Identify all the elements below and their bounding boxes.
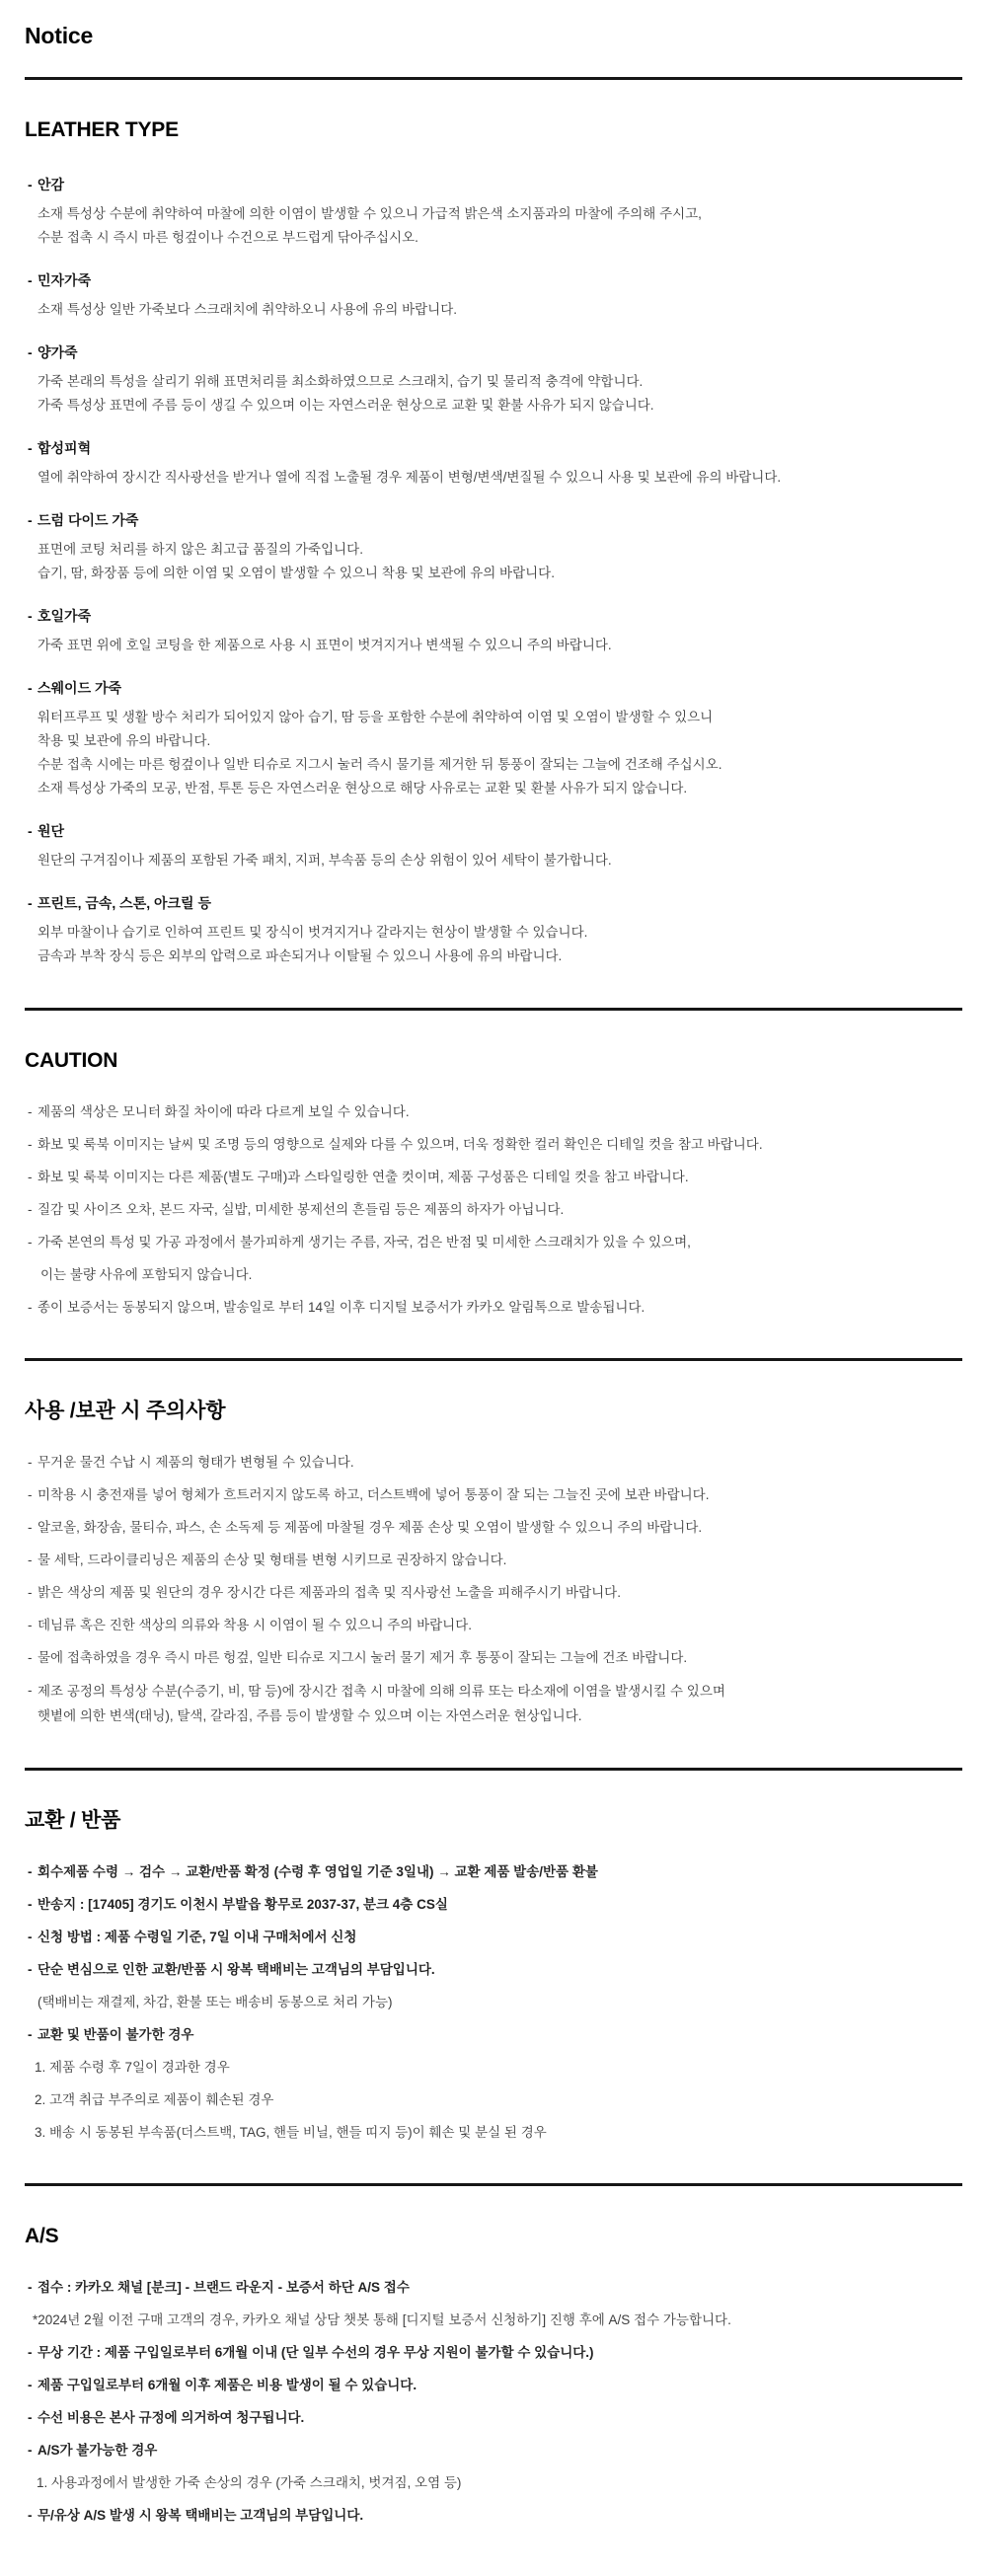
leather-type-heading: LEATHER TYPE	[25, 118, 179, 141]
as-digital-warranty-note: *2024년 2월 이전 구매 고객의 경우, 카카오 채널 상담 챗봇 통해 [디지털 보증서 신청하기] 진행 후에 A/S 접수 가능합니다.	[33, 2312, 731, 2327]
leather-item-desc-line: 착용 및 보관에 유의 바랍니다.	[38, 733, 211, 748]
usage-text: 무거운 물건 수납 시 제품의 형태가 변형될 수 있습니다.	[38, 1455, 354, 1470]
caution-text: 화보 및 룩북 이미지는 다른 제품(별도 구매)과 스타일링한 연출 컷이며, 제품 구성품은 디테일 컷을 참고 바랍니다.	[38, 1170, 689, 1184]
usage-list	[25, 1451, 962, 1728]
leather-item-title: 호일가죽	[38, 608, 92, 624]
as-item	[25, 2341, 962, 2364]
as-list	[25, 2276, 962, 2527]
bullet-dash: -	[28, 2378, 33, 2392]
no-exchange-case: 3. 배송 시 동봉된 부속품(더스트백, TAG, 핸들 비닐, 핸들 띠지 등)이 훼손 및 분실 된 경우	[35, 2125, 547, 2140]
divider	[25, 1358, 962, 1361]
caution-text: 화보 및 룩북 이미지는 날씨 및 조명 등의 영향으로 실제와 다를 수 있으며, 더욱 정확한 컬러 확인은 디테일 컷을 참고 바랍니다.	[38, 1137, 763, 1152]
leather-item-desc-line: 수분 접촉 시에는 마른 헝겊이나 일반 티슈로 지그시 눌러 즉시 물기를 제거한 뒤 통풍이 잘되는 그늘에 건조해 주십시오.	[38, 757, 722, 772]
section-exchange-return	[25, 1808, 962, 2144]
section-after-service	[25, 2224, 962, 2527]
divider	[25, 1768, 962, 1771]
as-shipping-fee-text: 무/유상 A/S 발생 시 왕복 택배비는 고객님의 부담입니다.	[38, 2508, 364, 2523]
caution-list	[25, 1100, 962, 1319]
as-reception-text: 접수 : 카카오 채널 [분크] - 브랜드 라운지 - 보증서 하단 A/S 접수	[38, 2280, 410, 2295]
bullet-dash: -	[28, 2280, 33, 2295]
bullet-dash: -	[28, 1962, 33, 1977]
caution-item	[25, 1133, 962, 1156]
leather-item-title: 스웨이드 가죽	[38, 680, 122, 696]
bullet-dash: -	[28, 1553, 33, 1567]
no-exchange-title-text: 교환 및 반품이 불가한 경우	[38, 2027, 194, 2042]
leather-item-sheep	[25, 342, 962, 417]
bullet-dash: -	[28, 2443, 33, 2458]
leather-item-fabric	[25, 821, 962, 872]
usage-item	[25, 1516, 962, 1539]
bullet-dash: -	[28, 1455, 33, 1470]
caution-item	[25, 1231, 962, 1253]
usage-text: 밝은 색상의 제품 및 원단의 경우 장시간 다른 제품과의 접촉 및 직사광선 노출을 피해주시기 바랍니다.	[38, 1585, 621, 1600]
section-usage-storage	[25, 1399, 962, 1728]
leather-item-foil	[25, 606, 962, 657]
caution-item-continuation: 이는 불량 사유에 포함되지 않습니다.	[40, 1267, 253, 1282]
as-item	[25, 2276, 962, 2299]
divider	[25, 77, 962, 80]
usage-item	[25, 1451, 962, 1474]
exchange-item	[25, 1893, 962, 1916]
usage-item	[25, 1646, 962, 1669]
exchange-fee-note: (택배비는 재결제, 차감, 환불 또는 배송비 동봉으로 처리 가능)	[38, 1995, 393, 2009]
leather-item-drumdyed	[25, 510, 962, 585]
caution-text: 제품의 색상은 모니터 화질 차이에 따라 다르게 보일 수 있습니다.	[38, 1104, 410, 1119]
as-impossible-title	[25, 2439, 962, 2462]
bullet-dash: -	[28, 177, 33, 192]
usage-item	[25, 1549, 962, 1571]
bullet-dash: -	[28, 608, 33, 624]
bullet-dash: -	[28, 272, 33, 288]
leather-item-title: 프린트, 금속, 스톤, 아크릴 등	[38, 895, 211, 911]
caution-item	[25, 1100, 962, 1123]
usage-item	[25, 1679, 962, 1728]
leather-item-desc-line: 가죽 표면 위에 호일 코팅을 한 제품으로 사용 시 표면이 벗겨지거나 변색될 수 있으니 주의 바랍니다.	[38, 638, 612, 652]
usage-item	[25, 1581, 962, 1604]
leather-item-desc-line: 소재 특성상 가죽의 모공, 반점, 투톤 등은 자연스러운 현상으로 해당 사유로는 교환 및 환불 사유가 되지 않습니다.	[38, 781, 688, 796]
bullet-dash: -	[28, 1487, 33, 1502]
usage-text: 물 세탁, 드라이클리닝은 제품의 손상 및 형태를 변형 시키므로 권장하지 않습니다.	[38, 1553, 507, 1567]
leather-item-desc-line: 표면에 코팅 처리를 하지 않은 최고급 품질의 가죽입니다.	[38, 542, 363, 557]
leather-item-lining	[25, 175, 962, 250]
no-exchange-case: 2. 고객 취급 부주의로 제품이 훼손된 경우	[35, 2092, 274, 2107]
bullet-dash: -	[28, 1235, 33, 1250]
leather-item-title: 안감	[38, 177, 65, 192]
caution-item	[25, 1166, 962, 1188]
leather-type-list	[25, 175, 962, 968]
exchange-item	[25, 1860, 962, 1883]
bullet-dash: -	[28, 1137, 33, 1152]
bullet-dash: -	[28, 823, 33, 839]
leather-item-desc-line: 원단의 구겨짐이나 제품의 포함된 가죽 패치, 지퍼, 부속품 등의 손상 위험이 있어 세탁이 불가합니다.	[38, 853, 612, 868]
leather-item-desc-line: 워터프루프 및 생활 방수 처리가 되어있지 않아 습기, 땀 등을 포함한 수분에 취약하여 이염 및 오염이 발생할 수 있으니	[38, 710, 714, 724]
leather-item-synthetic	[25, 438, 962, 490]
bullet-dash: -	[28, 1897, 33, 1912]
exchange-process-text: 회수제품 수령 → 검수 → 교환/반품 확정 (수령 후 영업일 기준 3일내) → 교환 제품 발송/반품 환불	[38, 1864, 598, 1879]
caution-item	[25, 1296, 962, 1319]
exchange-item	[25, 1958, 962, 1981]
leather-item-suede	[25, 678, 962, 800]
no-exchange-title	[25, 2023, 962, 2046]
leather-item-title: 양가죽	[38, 344, 78, 360]
leather-item-desc-line: 소재 특성상 일반 가죽보다 스크래치에 취약하오니 사용에 유의 바랍니다.	[38, 302, 457, 317]
leather-item-desc-line: 금속과 부착 장식 등은 외부의 압력으로 파손되거나 이탈될 수 있으니 사용에 유의 바랍니다.	[38, 948, 563, 963]
usage-item	[25, 1614, 962, 1636]
caution-item	[25, 1198, 962, 1221]
usage-text: 알코올, 화장솜, 물티슈, 파스, 손 소독제 등 제품에 마찰될 경우 제품 손상 및 오염이 발생할 수 있으니 주의 바랍니다.	[38, 1520, 703, 1535]
bullet-dash: -	[28, 344, 33, 360]
bullet-dash: -	[28, 1520, 33, 1535]
section-leather-type	[25, 117, 962, 968]
exchange-list	[25, 1860, 962, 2144]
bullet-dash: -	[28, 440, 33, 456]
usage-item	[25, 1483, 962, 1506]
bullet-dash: -	[28, 1864, 33, 1879]
usage-text-continuation: 햇볕에 의한 변색(태닝), 탈색, 갈라짐, 주름 등이 발생할 수 있으며 이는 자연스러운 현상입니다.	[38, 1708, 582, 1723]
exchange-heading: 교환 / 반품	[25, 1809, 121, 1832]
as-item	[25, 2374, 962, 2396]
bullet-dash: -	[28, 1104, 33, 1119]
bullet-dash: -	[28, 680, 33, 696]
leather-item-desc-line: 수분 접촉 시 즉시 마른 헝겊이나 수건으로 부드럽게 닦아주십시오.	[38, 230, 418, 245]
bullet-dash: -	[28, 1300, 33, 1315]
bullet-dash: -	[28, 2508, 33, 2523]
usage-text: 제조 공정의 특성상 수분(수증기, 비, 땀 등)에 장시간 접촉 시 마찰에 의해 의류 또는 타소재에 이염을 발생시킬 수 있으며	[38, 1684, 725, 1699]
leather-item-desc-line: 외부 마찰이나 습기로 인하여 프린트 및 장식이 벗겨지거나 갈라지는 현상이 발생할 수 있습니다.	[38, 925, 588, 940]
leather-item-title: 드럼 다이드 가죽	[38, 512, 139, 528]
leather-item-print-metal	[25, 893, 962, 968]
leather-item-desc-line: 소재 특성상 수분에 취약하여 마찰에 의한 이염이 발생할 수 있으니 가급적 밝은색 소지품과의 마찰에 주의해 주시고,	[38, 206, 702, 221]
return-address-text: 반송지 : [17405] 경기도 이천시 부발읍 황무로 2037-37, 분크 4층 CS실	[38, 1897, 448, 1912]
leather-item-title: 민자가죽	[38, 272, 92, 288]
no-exchange-case: 1. 제품 수령 후 7일이 경과한 경우	[35, 2060, 230, 2075]
usage-text: 데님류 혹은 진한 색상의 의류와 착용 시 이염이 될 수 있으니 주의 바랍니다.	[38, 1618, 472, 1632]
section-caution	[25, 1048, 962, 1319]
bullet-dash: -	[28, 2410, 33, 2425]
leather-item-plain	[25, 270, 962, 322]
divider	[25, 1008, 962, 1011]
as-impossible-case: 1. 사용과정에서 발생한 가죽 손상의 경우 (가죽 스크래치, 벗겨짐, 오염 등)	[37, 2475, 462, 2490]
caution-heading: CAUTION	[25, 1049, 118, 1072]
leather-item-desc-line: 가죽 본래의 특성을 살리기 위해 표면처리를 최소화하였으므로 스크래치, 습기 및 물리적 충격에 약합니다.	[38, 374, 644, 389]
bullet-dash: -	[28, 1930, 33, 1944]
leather-item-title: 원단	[38, 823, 65, 839]
usage-text: 물에 접촉하였을 경우 즉시 마른 헝겊, 일반 티슈로 지그시 눌러 물기 제거 후 통풍이 잘되는 그늘에 건조 바랍니다.	[38, 1650, 688, 1665]
bullet-dash: -	[28, 2027, 33, 2042]
usage-heading: 사용 /보관 시 주의사항	[25, 1400, 226, 1422]
leather-item-desc-line: 가죽 특성상 표면에 주름 등이 생길 수 있으며 이는 자연스러운 현상으로 교환 및 환불 사유가 되지 않습니다.	[38, 398, 654, 413]
as-free-period-text: 무상 기간 : 제품 구입일로부터 6개월 이내 (단 일부 수선의 경우 무상 지원이 불가할 수 있습니다.)	[38, 2345, 594, 2360]
caution-text: 종이 보증서는 동봉되지 않으며, 발송일로 부터 14일 이후 디지털 보증서가 카카오 알림톡으로 발송됩니다.	[38, 1300, 645, 1315]
as-item	[25, 2406, 962, 2429]
caution-text: 질감 및 사이즈 오차, 본드 자국, 실밥, 미세한 봉제선의 흔들림 등은 제품의 하자가 아닙니다.	[38, 1202, 565, 1217]
apply-method-text: 신청 방법 : 제품 수령일 기준, 7일 이내 구매처에서 신청	[38, 1930, 357, 1944]
divider	[25, 2183, 962, 2186]
bullet-dash: -	[28, 2345, 33, 2360]
bullet-dash: -	[28, 1618, 33, 1632]
bullet-dash: -	[28, 1202, 33, 1217]
as-impossible-title-text: A/S가 불가능한 경우	[38, 2443, 158, 2458]
bullet-dash: -	[28, 1650, 33, 1665]
usage-text: 미착용 시 충전재를 넣어 형체가 흐트러지지 않도록 하고, 더스트백에 넣어 통풍이 잘 되는 그늘진 곳에 보관 바랍니다.	[38, 1487, 710, 1502]
page-title: Notice	[25, 23, 94, 48]
exchange-item	[25, 1926, 962, 1948]
leather-item-desc-line: 열에 취약하여 장시간 직사광선을 받거나 열에 직접 노출될 경우 제품이 변형/변색/변질될 수 있으니 사용 및 보관에 유의 바랍니다.	[38, 470, 782, 485]
bullet-dash: -	[28, 1170, 33, 1184]
leather-item-title: 합성피혁	[38, 440, 92, 456]
as-cost-after-text: 제품 구입일로부터 6개월 이후 제품은 비용 발생이 될 수 있습니다.	[38, 2378, 418, 2392]
as-repair-cost-text: 수선 비용은 본사 규정에 의거하여 청구됩니다.	[38, 2410, 305, 2425]
as-heading: A/S	[25, 2225, 59, 2247]
bullet-dash: -	[28, 512, 33, 528]
as-item	[25, 2504, 962, 2527]
bullet-dash: -	[28, 895, 33, 911]
bullet-dash: -	[28, 1585, 33, 1600]
exchange-fee-text: 단순 변심으로 인한 교환/반품 시 왕복 택배비는 고객님의 부담입니다.	[38, 1962, 435, 1977]
caution-text: 가죽 본연의 특성 및 가공 과정에서 불가피하게 생기는 주름, 자국, 검은 반점 및 미세한 스크래치가 있을 수 있으며,	[38, 1235, 691, 1250]
bullet-dash: -	[28, 1683, 33, 1698]
leather-item-desc-line: 습기, 땀, 화장품 등에 의한 이염 및 오염이 발생할 수 있으니 착용 및 보관에 유의 바랍니다.	[38, 566, 555, 580]
